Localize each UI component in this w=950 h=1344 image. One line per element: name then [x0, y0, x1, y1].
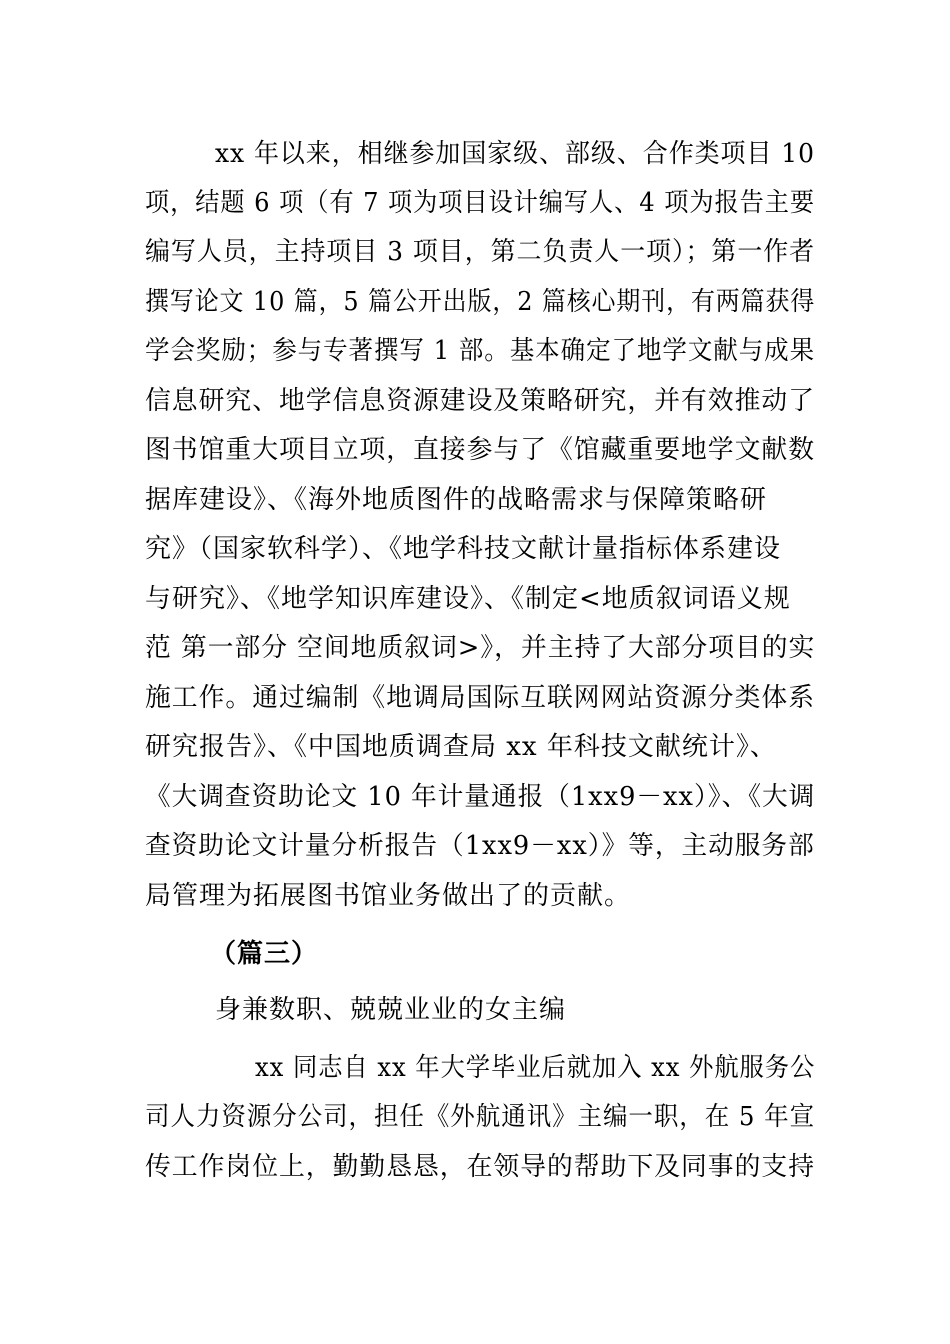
paragraph2-line-1: xx 同志自 xx 年大学毕业后就加入 xx 外航服务公	[255, 1053, 816, 1083]
paragraph1-line-9: 究》（国家软科学）、《地学科技文献计量指标体系建设	[145, 534, 782, 564]
paragraph1-line-12: 施工作。通过编制《地调局国际互联网网站资源分类体系	[145, 683, 816, 713]
paragraph2-line-2: 司人力资源分公司，担任《外航通讯》主编一职，在 5 年宣	[145, 1102, 816, 1132]
paragraph1-line-11: 范 第一部分 空间地质叙词>》，并主持了大部分项目的实	[145, 633, 816, 663]
paragraph1-line-8: 据库建设》、《海外地质图件的战略需求与保障策略研	[145, 485, 768, 515]
paragraph1-line-4: 撰写论文 10 篇，5 篇公开出版，2 篇核心期刊，有两篇获得	[145, 287, 816, 317]
paragraph1-line-1: xx 年以来，相继参加国家级、部级、合作类项目 10	[215, 139, 815, 169]
section-heading: （篇三）	[210, 939, 319, 969]
paragraph1-line-5: 学会奖励；参与专著撰写 1 部。基本确定了地学文献与成果	[145, 336, 816, 366]
paragraph1-line-7: 图书馆重大项目立项，直接参与了《馆藏重要地学文献数	[145, 435, 816, 465]
section-title: 身兼数职、兢兢业业的女主编	[215, 995, 567, 1025]
paragraph1-line-6: 信息研究、地学信息资源建设及策略研究，并有效推动了	[145, 386, 816, 416]
paragraph1-line-10: 与研究》、《地学知识库建设》、《制定<地质叙词语义规	[145, 584, 791, 614]
paragraph1-line-16: 局管理为拓展图书馆业务做出了的贡献。	[145, 881, 632, 911]
paragraph1-line-14: 《大调查资助论文 10 年计量通报（1xx9－xx）》、《大调	[145, 782, 816, 812]
paragraph1-line-3: 编写人员，主持项目 3 项目，第二负责人一项）；第一作者	[145, 237, 816, 267]
paragraph1-line-2: 项，结题 6 项（有 7 项为项目设计编写人、4 项为报告主要	[145, 188, 815, 218]
paragraph1-line-13: 研究报告》、《中国地质调查局 xx 年科技文献统计》、	[145, 732, 777, 762]
paragraph1-line-15: 查资助论文计量分析报告（1xx9－xx）》等，主动服务部	[145, 831, 815, 861]
paragraph2-line-3: 传工作岗位上，勤勤恳恳，在领导的帮助下及同事的支持	[145, 1152, 816, 1182]
